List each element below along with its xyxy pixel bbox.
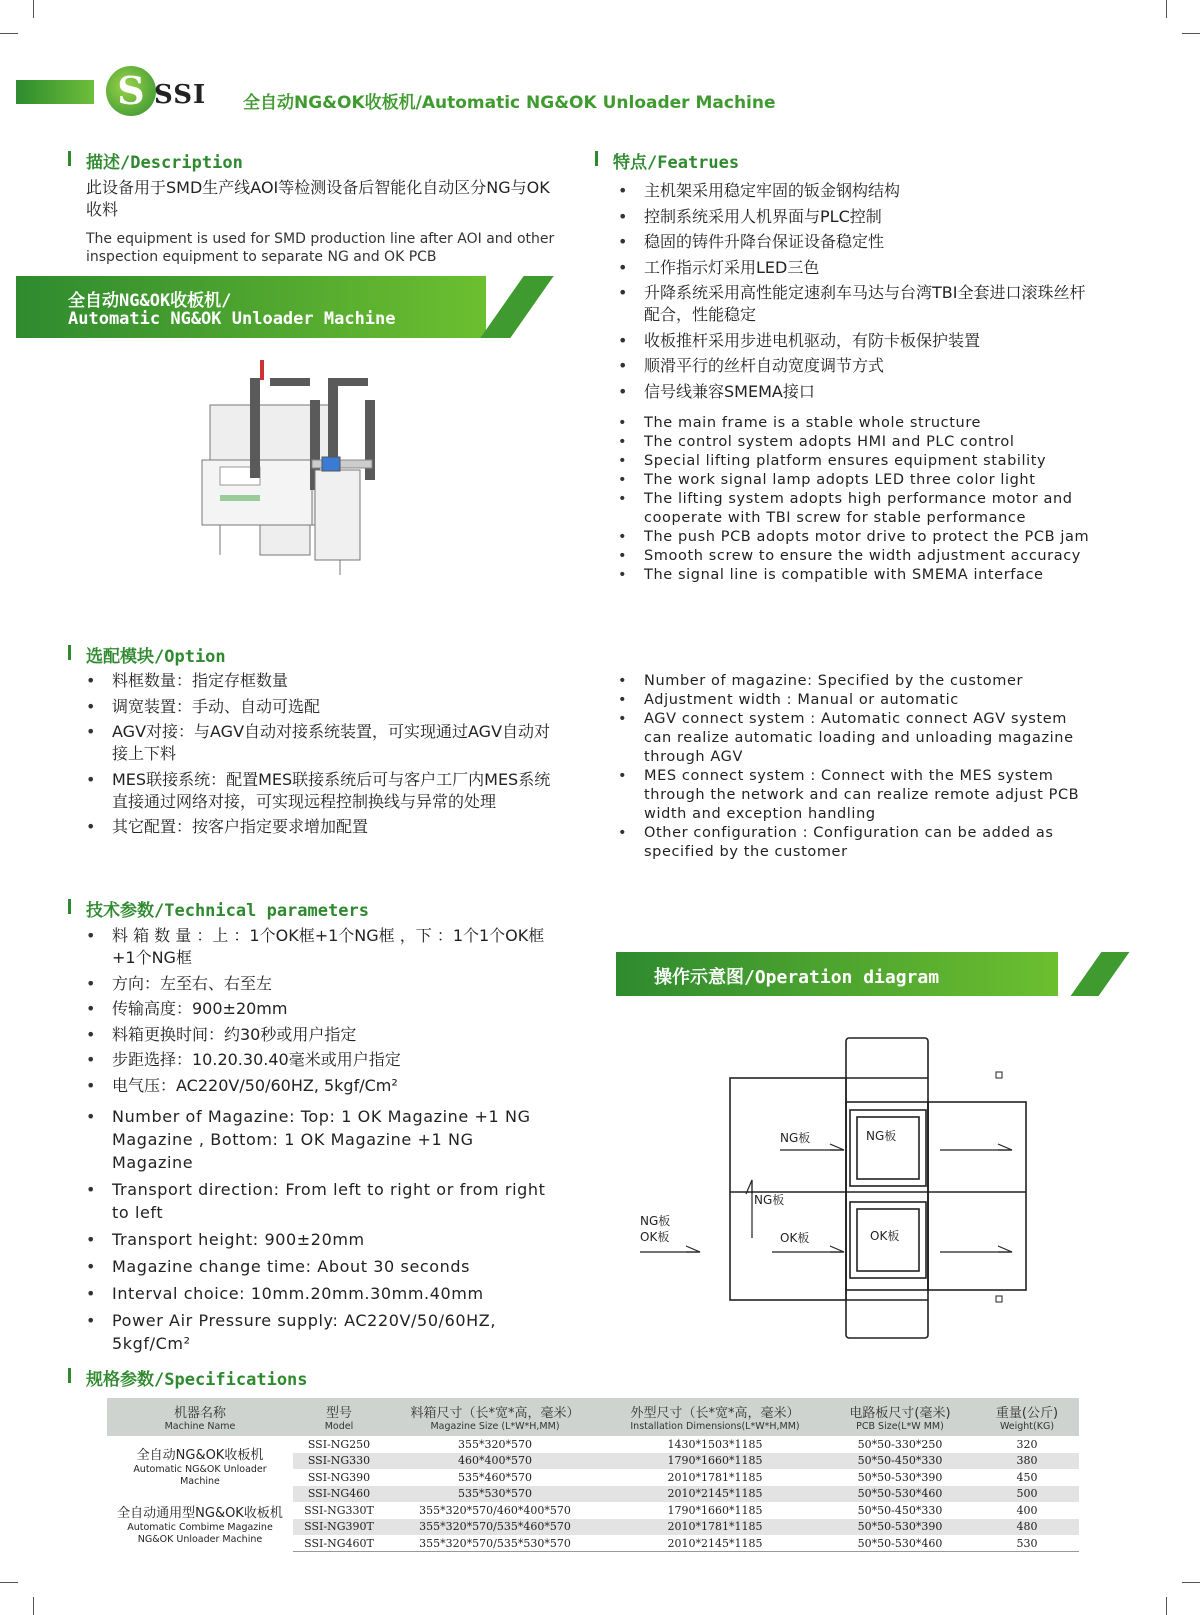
list-item: • 信号线兼容SMEMA接口 <box>618 381 1098 403</box>
crop-mark <box>0 33 18 34</box>
table-cell: 450 <box>1016 1470 1038 1484</box>
logo-s-mark: S <box>117 68 145 113</box>
table-cell: 535*460*570 <box>458 1470 532 1484</box>
diagram-banner <box>616 952 1144 996</box>
list-item: • The control system adopts HMI and PLC control <box>618 433 1098 452</box>
table-cell: 535*530*570 <box>385 1486 605 1503</box>
table-cell: SSI-NG330 <box>293 1453 385 1470</box>
diagram-label-ok-in: OK板 <box>640 1230 670 1244</box>
list-item: • AGV对接：与AGV自动对接系统装置，可实现通过AGV自动对接上下料 <box>86 721 556 765</box>
table-cell: 355*320*570/460*400*570 <box>419 1503 571 1517</box>
machine-banner <box>16 276 566 338</box>
table-cell: SSI-NG250 <box>307 1437 371 1451</box>
table-cell: 50*50-530*390 <box>857 1470 943 1484</box>
list-item: • 料 箱 数 量 ：上 ：1个OK框+1个NG框 ，下 ：1个1个OK框+1个NG框 <box>86 925 556 969</box>
option-heading: 选配模块/Option <box>86 642 226 667</box>
list-item: • 料框数量：指定存框数量 <box>86 670 556 692</box>
diagram-label-ok-mid: OK板 <box>780 1231 810 1245</box>
list-item: • Special lifting platform ensures equipment stability <box>618 452 1098 471</box>
diagram-label-ok-box: OK板 <box>870 1229 900 1243</box>
list-item: • Smooth screw to ensure the width adjustment accuracy <box>618 547 1098 566</box>
col-header: 型号 Model <box>293 1398 385 1436</box>
table-cell: 530 <box>975 1535 1079 1552</box>
table-cell: 2010*1781*1185 <box>605 1519 825 1536</box>
list-item: • Power Air Pressure supply: AC220V/50/60HZ, 5kgf/Cm² <box>86 1309 556 1355</box>
col-header: 机器名称 Machine Name <box>107 1398 293 1436</box>
description-en: The equipment is used for SMD production line after AOI and other inspection equipment to separate NG and OK PCB <box>86 231 555 265</box>
table-cell: 1430*1503*1185 <box>667 1437 763 1451</box>
crop-mark <box>1182 33 1200 34</box>
table-cell: 50*50-450*330 <box>825 1453 975 1470</box>
list-item: • 稳固的铸件升降台保证设备稳定性 <box>618 231 1098 253</box>
table-cell: 2010*2145*1185 <box>605 1535 825 1552</box>
crop-mark <box>1166 1597 1167 1615</box>
table-cell: SSI-NG390 <box>307 1470 371 1484</box>
brand-name: SSI <box>154 80 207 110</box>
table-cell: 380 <box>975 1453 1079 1470</box>
diagram-label-ng-top: NG板 <box>780 1131 811 1145</box>
col-header: 电路板尺寸(毫米) PCB Size(L*W MM) <box>825 1398 975 1436</box>
list-item: • Magazine change time: About 30 seconds <box>86 1255 556 1278</box>
diagram-label-ng-in: NG板 <box>640 1214 671 1228</box>
table-cell: 50*50-530*460 <box>825 1486 975 1503</box>
crop-mark <box>1166 0 1167 18</box>
list-item: • Transport direction: From left to right or from right to left <box>86 1178 556 1224</box>
list-item: • 传输高度：900±20mm <box>86 998 556 1020</box>
list-item: • AGV connect system : Automatic connect AGV system can realize automatic loading and unloading magazine through AGV <box>618 710 1098 767</box>
list-item: • 顺滑平行的丝杆自动宽度调节方式 <box>618 355 1098 377</box>
list-item: • 其它配置：按客户指定要求增加配置 <box>86 816 556 838</box>
col-header: 料箱尺寸（长*宽*高，毫米） Magazine Size (L*W*H,MM) <box>385 1398 605 1436</box>
table-cell: 1790*1660*1185 <box>605 1453 825 1470</box>
table-cell: 355*320*570/535*460*570 <box>385 1519 605 1536</box>
table-cell: 50*50-530*390 <box>825 1519 975 1536</box>
page-title: 全自动NG&OK收板机/Automatic NG&OK Unloader Machine <box>243 93 776 113</box>
col-header: 外型尺寸（长*宽*高，毫米） Installation Dimensions(L*W*H,MM) <box>605 1398 825 1436</box>
table-cell: 480 <box>975 1519 1079 1536</box>
table-cell: 2010*2145*1185 <box>605 1486 825 1503</box>
features-cn-list <box>618 180 1098 406</box>
table-cell: 50*50-530*460 <box>825 1535 975 1552</box>
list-item: • Number of magazine: Specified by the customer <box>618 672 1098 691</box>
description-cn: 此设备用于SMD生产线AOI等检测设备后智能化自动区分NG与OK收料 <box>86 178 550 219</box>
list-item: • 主机架采用稳定牢固的钣金钢构结构 <box>618 180 1098 202</box>
table-cell: 400 <box>1016 1503 1038 1517</box>
table-cell: SSI-NG460 <box>293 1486 385 1503</box>
table-cell: 2010*1781*1185 <box>667 1470 763 1484</box>
option-cn-list <box>86 670 556 842</box>
machine-illustration <box>200 360 400 600</box>
list-item: • 工作指示灯采用LED三色 <box>618 257 1098 279</box>
crop-mark <box>33 0 34 18</box>
list-item: • MES connect system : Connect with the MES system through the network and can realize remote adjust PCB width and exception handling <box>618 767 1098 824</box>
operation-diagram <box>640 1030 1060 1340</box>
features-heading: 特点/Featrues <box>613 148 739 173</box>
specs-table <box>107 1398 1079 1552</box>
table-cell: SSI-NG460T <box>293 1535 385 1552</box>
table-cell: SSI-NG390T <box>293 1519 385 1536</box>
table-cell: SSI-NG330T <box>304 1503 374 1517</box>
list-item: • Number of Magazine: Top: 1 OK Magazine +1 NG Magazine , Bottom: 1 OK Magazine +1 NG Magazine <box>86 1105 556 1174</box>
crop-mark <box>1182 1582 1200 1583</box>
list-item: • 控制系统采用人机界面与PLC控制 <box>618 206 1098 228</box>
list-item: • Transport height: 900±20mm <box>86 1228 556 1251</box>
technical-en-list <box>86 1105 556 1359</box>
crop-mark <box>33 1597 34 1615</box>
list-item: • 料箱更换时间：约30秒或用户指定 <box>86 1024 556 1046</box>
table-cell: 355*320*570 <box>458 1437 532 1451</box>
diagram-banner-title: 操作示意图/Operation diagram <box>654 967 940 988</box>
list-item: • 方向：左至右、右至左 <box>86 973 556 995</box>
diagram-label-ng-mid: NG板 <box>754 1193 785 1207</box>
table-cell: 460*400*570 <box>385 1453 605 1470</box>
list-item: • Interval choice: 10mm.20mm.30mm.40mm <box>86 1282 556 1305</box>
table-cell: 50*50-330*250 <box>857 1437 943 1451</box>
list-item: • Adjustment width : Manual or automatic <box>618 691 1098 710</box>
features-en-list <box>618 414 1098 585</box>
list-item: • The push PCB adopts motor drive to protect the PCB jam <box>618 528 1098 547</box>
header-accent-bar <box>16 80 94 104</box>
crop-mark <box>0 1582 18 1583</box>
diagram-label-ng-box: NG板 <box>866 1129 897 1143</box>
technical-heading: 技术参数/Technical parameters <box>86 896 369 921</box>
machine-banner-line2: Automatic NG&OK Unloader Machine <box>68 309 396 329</box>
list-item: • The signal line is compatible with SMEMA interface <box>618 566 1098 585</box>
table-cell: 50*50-450*330 <box>857 1503 943 1517</box>
list-item: • Other configuration : Configuration can be added as specified by the customer <box>618 824 1098 862</box>
machine-banner-line1: 全自动NG&OK收板机/ <box>68 291 232 311</box>
table-cell: 355*320*570/535*530*570 <box>385 1535 605 1552</box>
table-cell: 500 <box>975 1486 1079 1503</box>
list-item: • 调宽装置：手动、自动可选配 <box>86 696 556 718</box>
list-item: • 升降系统采用高性能定速刹车马达与台湾TBI全套进口滚珠丝杆配合，性能稳定 <box>618 282 1098 326</box>
list-item: • MES联接系统：配置MES联接系统后可与客户工厂内MES系统直接通过网络对接，可实现远程控制换线与异常的处理 <box>86 769 556 813</box>
list-item: • The lifting system adopts high performance motor and cooperate with TBI screw for stable performance <box>618 490 1098 528</box>
list-item: • 步距选择：10.20.30.40毫米或用户指定 <box>86 1049 556 1071</box>
description-heading: 描述/Description <box>86 148 243 173</box>
technical-cn-list <box>86 925 556 1100</box>
table-cell: 1790*1660*1185 <box>667 1503 763 1517</box>
machine-group-name: 全自动NG&OK收板机 Automatic NG&OK Unloader Machine <box>107 1436 293 1502</box>
list-item: • The main frame is a stable whole structure <box>618 414 1098 433</box>
list-item: • 电气压：AC220V/50/60HZ, 5kgf/Cm² <box>86 1075 556 1097</box>
col-header: 重量(公斤) Weight(KG) <box>975 1398 1079 1436</box>
option-en-list <box>618 672 1098 862</box>
specs-heading: 规格参数/Specifications <box>86 1365 308 1390</box>
list-item: • 收板推杆采用步进电机驱动，有防卡板保护装置 <box>618 330 1098 352</box>
list-item: • The work signal lamp adopts LED three color light <box>618 471 1098 490</box>
table-cell: 320 <box>1016 1437 1038 1451</box>
machine-group-name: 全自动通用型NG&OK收板机 Automatic Combime Magazine NG&OK Unloader Machine <box>107 1502 293 1552</box>
